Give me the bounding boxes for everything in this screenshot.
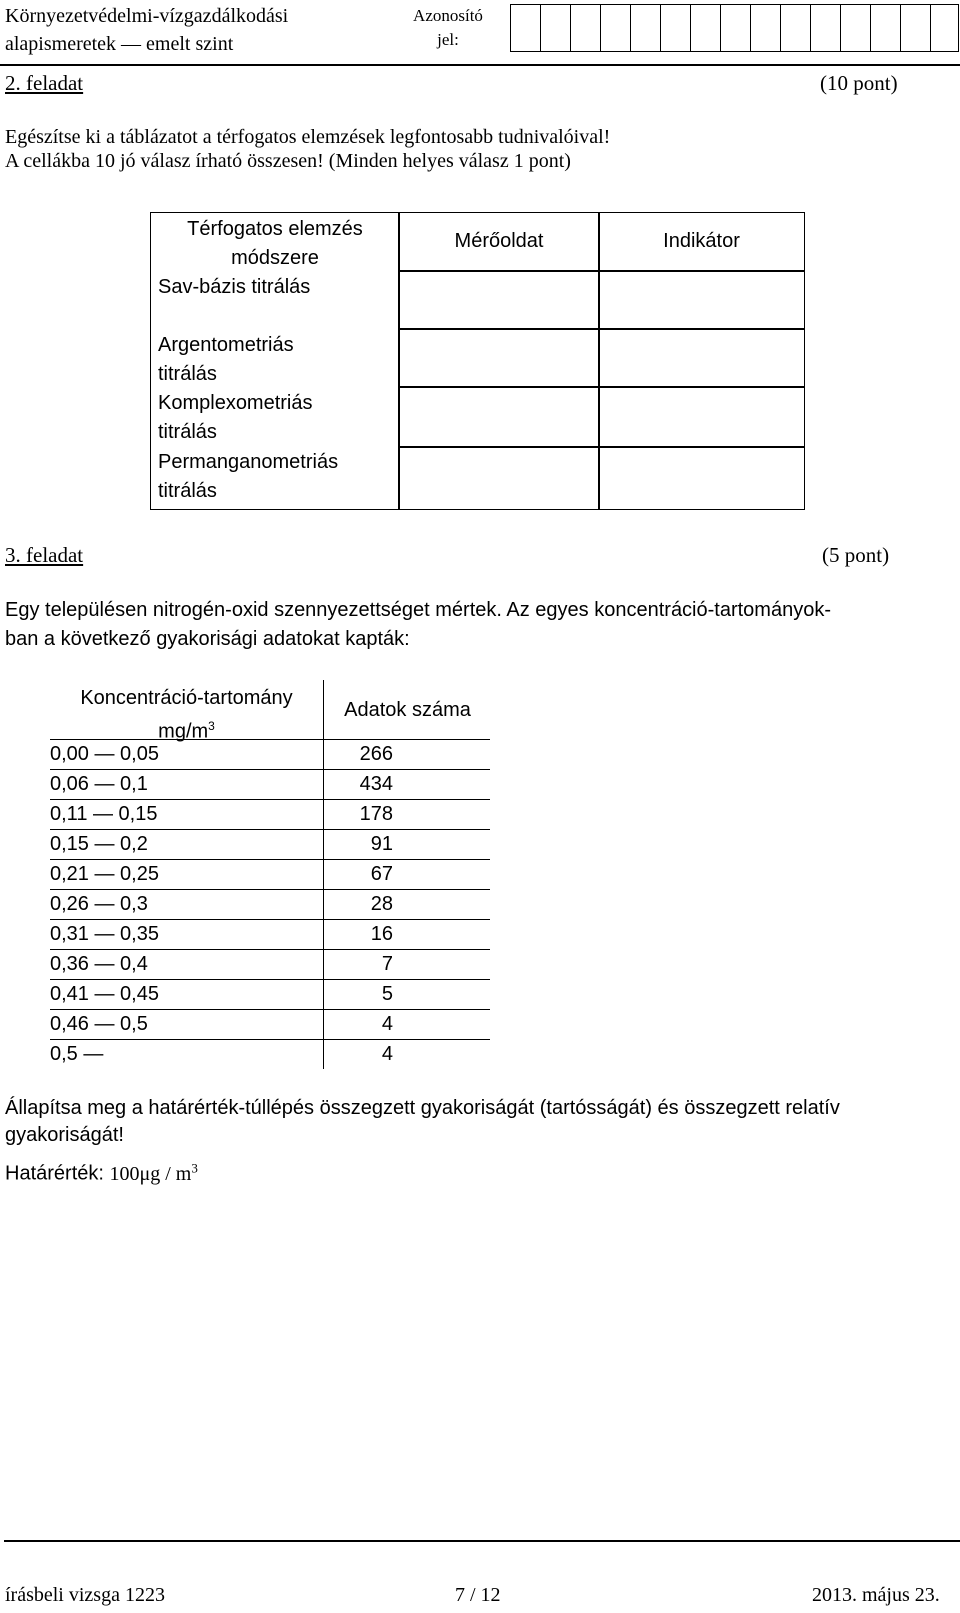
id-box[interactable]	[690, 4, 721, 52]
table-row	[50, 890, 490, 919]
method-row-label: Permanganometriás	[158, 451, 339, 473]
task3-intro-line2: ban a következő gyakorisági adatokat kapták:	[5, 628, 410, 650]
limit-superscript: 3	[191, 1160, 198, 1175]
volumetric-analysis-table	[150, 212, 805, 510]
range-header	[50, 684, 323, 746]
footer-date: 2013. május 23.	[812, 1584, 940, 1606]
table-row	[50, 740, 490, 769]
table-row	[50, 800, 490, 829]
id-box[interactable]	[840, 4, 871, 52]
indicator-header: Indikátor	[663, 230, 740, 252]
range-cell: 0,15 — 0,2	[50, 833, 148, 855]
count-cell: 67	[370, 863, 393, 885]
task3-intro-line1: Egy településen nitrogén-oxid szennyezettséget mértek. Az egyes koncentráció-tartományok-	[5, 599, 831, 621]
answer-row-argentometry[interactable]	[398, 328, 805, 388]
range-cell: 0,36 — 0,4	[50, 953, 148, 975]
count-cell: 4	[381, 1013, 393, 1035]
count-cell: 16	[370, 923, 393, 945]
range-cell: 0,06 — 0,1	[50, 773, 148, 795]
exam-subject-line1: Környezetvédelmi-vízgazdálkodási	[5, 5, 289, 27]
range-cell: 0,21 — 0,25	[50, 863, 159, 885]
id-box[interactable]	[720, 4, 751, 52]
task2-instruction-line2: A cellákba 10 jó válasz írható összesen! (Minden helyes válasz 1 pont)	[5, 150, 571, 172]
range-cell: 0,26 — 0,3	[50, 893, 148, 915]
method-row-complexometry	[158, 389, 313, 447]
count-header: Adatok száma	[344, 699, 471, 721]
method-row-label: titrálás	[158, 363, 217, 385]
unit-superscript: 3	[208, 719, 215, 733]
table-row	[50, 1010, 490, 1039]
id-box[interactable]	[870, 4, 901, 52]
exam-subject-title	[5, 2, 288, 58]
id-label	[400, 4, 496, 52]
answer-row-complexometry[interactable]	[398, 386, 805, 448]
task2-instruction-line1: Egészítse ki a táblázatot a térfogatos elemzések legfontosabb tudnivalóival!	[5, 126, 611, 148]
task3-question	[5, 1096, 960, 1147]
id-box[interactable]	[750, 4, 781, 52]
table-row	[50, 830, 490, 859]
footer-exam-label: írásbeli vizsga 1223	[5, 1584, 165, 1606]
id-box[interactable]	[660, 4, 691, 52]
count-cell: 266	[359, 743, 393, 765]
method-row-permanganometry	[158, 448, 338, 506]
id-box[interactable]	[510, 4, 541, 52]
id-label-line2: jel:	[437, 30, 459, 49]
id-box[interactable]	[600, 4, 631, 52]
method-row-argentometry	[158, 331, 294, 389]
id-box[interactable]	[780, 4, 811, 52]
range-cell: 0,41 — 0,45	[50, 983, 159, 1005]
table-row	[50, 980, 490, 1009]
id-label-line1: Azonosító	[413, 6, 483, 25]
task3-intro	[5, 598, 955, 651]
count-cell: 178	[359, 803, 393, 825]
range-cell: 0,5 —	[50, 1043, 104, 1065]
method-row-label: Sav-bázis titrálás	[158, 276, 311, 298]
task3-title: 3. feladat	[5, 543, 84, 567]
id-box[interactable]	[630, 4, 661, 52]
range-header-line1: Koncentráció-tartomány	[80, 687, 293, 709]
count-cell: 28	[370, 893, 393, 915]
count-cell: 434	[359, 773, 393, 795]
count-cell: 4	[381, 1043, 393, 1065]
table-row	[50, 950, 490, 979]
task2-title: 2. feladat	[5, 71, 84, 95]
unit-text: mg/m	[158, 720, 209, 743]
id-box[interactable]	[570, 4, 601, 52]
id-box[interactable]	[540, 4, 571, 52]
titrant-header: Mérőoldat	[454, 230, 544, 252]
limit-label: Határérték:	[5, 1162, 104, 1185]
task3-question-line1: Állapítsa meg a határérték-túllépés összegzett gyakoriságát (tartósságát) és összegzett relatív	[5, 1097, 840, 1119]
task3-points: (5 pont)	[822, 543, 890, 567]
limit-line	[5, 1160, 198, 1186]
limit-value-text: 100μg / m	[109, 1162, 192, 1185]
footer-divider	[4, 1540, 960, 1542]
range-cell: 0,46 — 0,5	[50, 1013, 148, 1035]
header-divider	[0, 64, 960, 66]
footer-page-number: 7 / 12	[455, 1584, 501, 1606]
method-header-line1: Térfogatos elemzés	[187, 218, 363, 240]
table-row	[50, 920, 490, 949]
answer-column-divider	[598, 212, 599, 510]
count-cell: 7	[381, 953, 393, 975]
frequency-table	[50, 680, 490, 1070]
method-row-label: titrálás	[158, 480, 217, 502]
method-row-label: Komplexometriás	[158, 392, 313, 414]
table-row	[50, 1040, 490, 1069]
method-header	[150, 215, 400, 273]
range-cell: 0,31 — 0,35	[50, 923, 159, 945]
id-box[interactable]	[900, 4, 931, 52]
method-row-label: Argentometriás	[158, 334, 294, 356]
task3-question-line2: gyakoriságát!	[5, 1124, 124, 1146]
method-header-line2: módszere	[231, 247, 319, 269]
table-row	[50, 860, 490, 889]
task2-points: (10 pont)	[820, 71, 898, 95]
table-row	[50, 770, 490, 799]
method-row-acid-base	[158, 273, 310, 302]
range-cell: 0,00 — 0,05	[50, 743, 159, 765]
count-cell: 5	[381, 983, 393, 1005]
id-box[interactable]	[930, 4, 959, 52]
answer-row-permanganometry[interactable]	[398, 446, 805, 510]
task2-instruction	[5, 125, 610, 173]
range-cell: 0,11 — 0,15	[50, 803, 158, 825]
count-cell: 91	[370, 833, 393, 855]
id-box[interactable]	[810, 4, 841, 52]
method-row-label: titrálás	[158, 421, 217, 443]
limit-value	[109, 1160, 198, 1185]
answer-row-acid-base[interactable]	[398, 270, 805, 330]
exam-subject-line2: alapismeretek — emelt szint	[5, 33, 234, 55]
